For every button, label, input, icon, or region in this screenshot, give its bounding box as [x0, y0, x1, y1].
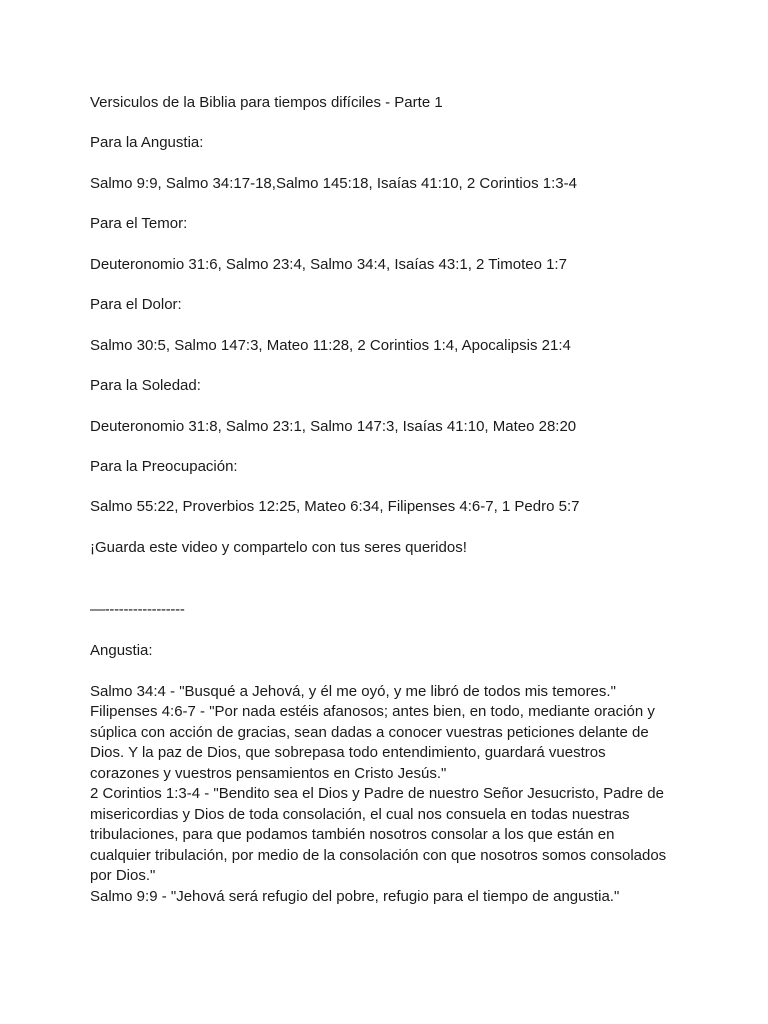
call-to-action: ¡Guarda este video y compartelo con tus seres queridos!: [90, 539, 467, 556]
verse-line: súplica con acción de gracias, sean dadas a conocer vuestras peticiones delante de: [90, 724, 649, 741]
verse-line: Filipenses 4:6-7 - "Por nada estéis afanosos; antes bien, en todo, mediante oración y: [90, 703, 655, 720]
section-refs-preocupacion: Salmo 55:22, Proverbios 12:25, Mateo 6:34, Filipenses 4:6-7, 1 Pedro 5:7: [90, 498, 580, 515]
verse-line: Dios. Y la paz de Dios, que sobrepasa todo entendimiento, guardará vuestros: [90, 744, 606, 761]
section-heading-temor: Para el Temor:: [90, 215, 188, 232]
verse-line: Salmo 34:4 - "Busqué a Jehová, y él me oyó, y me libró de todos mis temores.": [90, 683, 616, 700]
section-heading-angustia: Para la Angustia:: [90, 134, 204, 151]
verse-line: misericordias y Dios de toda consolación, el cual nos consuela en todas nuestras: [90, 806, 630, 823]
verse-line: 2 Corintios 1:3-4 - "Bendito sea el Dios y Padre de nuestro Señor Jesucristo, Padre de: [90, 785, 664, 802]
detail-heading: Angustia:: [90, 642, 153, 659]
section-heading-preocupacion: Para la Preocupación:: [90, 458, 238, 475]
verse-line: tribulaciones, para que podamos también nosotros consolar a los que están en: [90, 826, 615, 843]
section-refs-angustia: Salmo 9:9, Salmo 34:17-18,Salmo 145:18, Isaías 41:10, 2 Corintios 1:3-4: [90, 175, 577, 192]
verse-line: cualquier tribulación, por medio de la consolación con que nosotros somos consolados: [90, 847, 667, 864]
section-refs-dolor: Salmo 30:5, Salmo 147:3, Mateo 11:28, 2 Corintios 1:4, Apocalipsis 21:4: [90, 337, 571, 354]
section-refs-soledad: Deuteronomio 31:8, Salmo 23:1, Salmo 147:3, Isaías 41:10, Mateo 28:20: [90, 418, 577, 435]
section-heading-dolor: Para el Dolor:: [90, 296, 182, 313]
section-refs-temor: Deuteronomio 31:6, Salmo 23:4, Salmo 34:4, Isaías 43:1, 2 Timoteo 1:7: [90, 256, 567, 273]
verse-line: por Dios.": [90, 867, 156, 884]
section-heading-soledad: Para la Soledad:: [90, 377, 201, 394]
verse-line: Salmo 9:9 - "Jehová será refugio del pobre, refugio para el tiempo de angustia.": [90, 888, 620, 905]
document-title: Versiculos de la Biblia para tiempos difíciles - Parte 1: [90, 94, 443, 111]
separator-line: —-----------------: [90, 601, 185, 618]
verse-line: corazones y vuestros pensamientos en Cristo Jesús.": [90, 765, 447, 782]
